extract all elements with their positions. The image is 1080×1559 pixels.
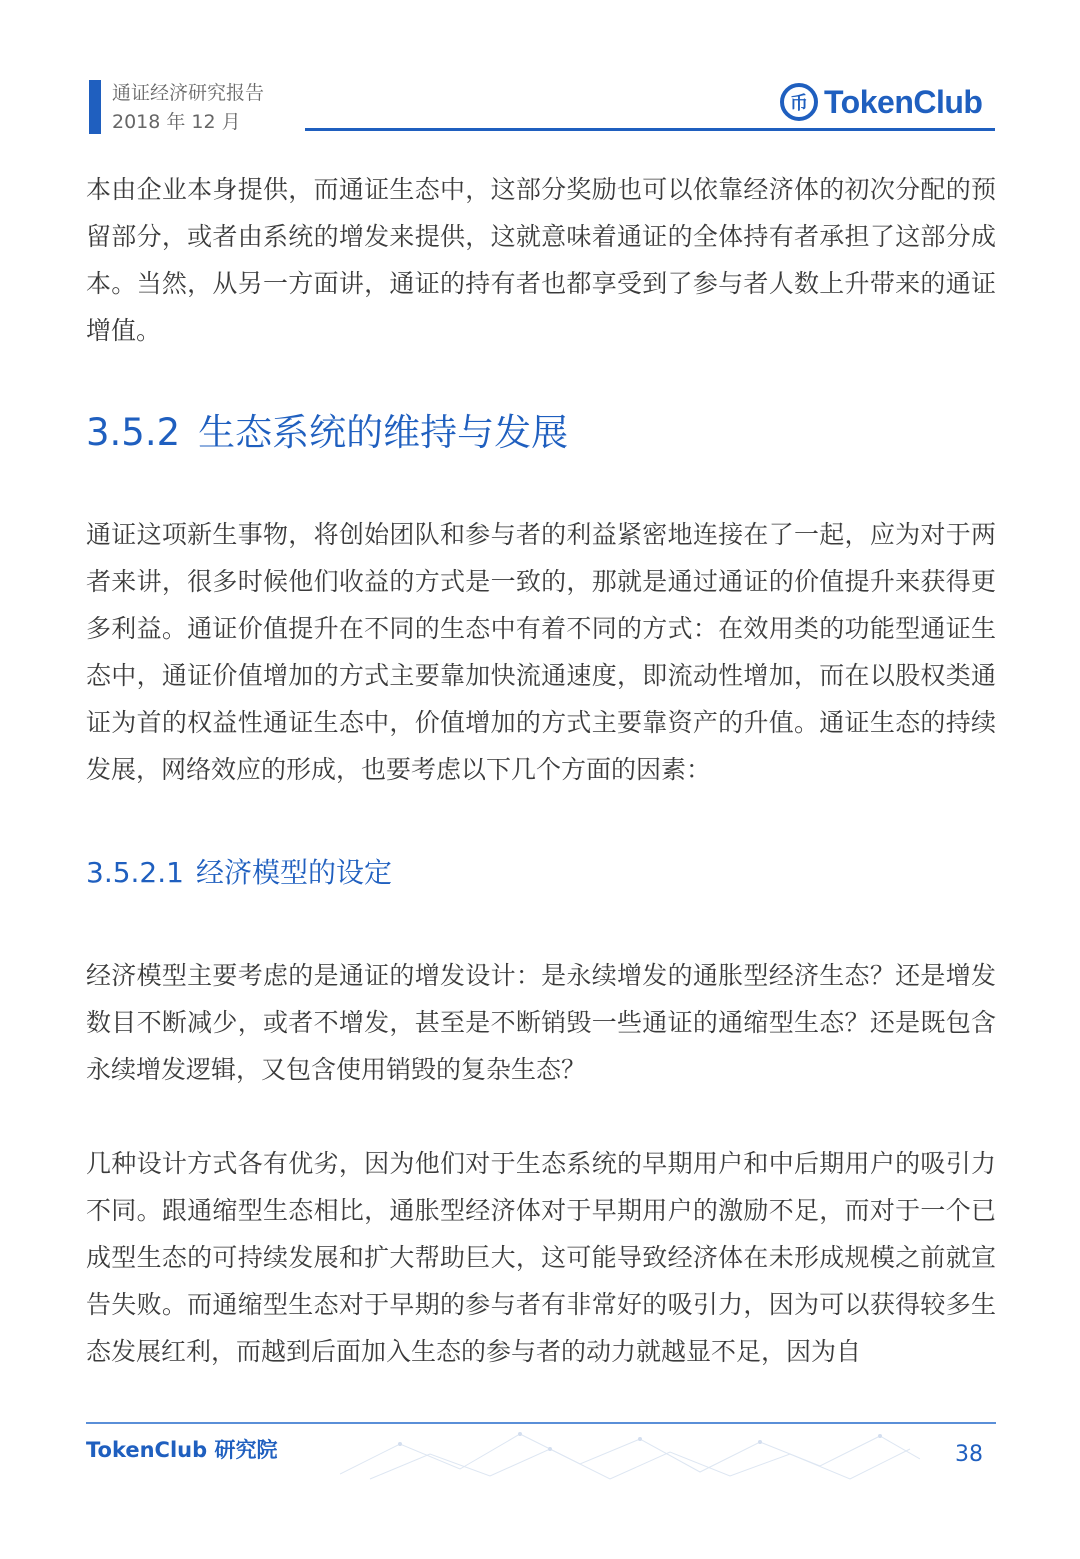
subsection-heading [86,853,392,893]
paragraph-4: 几种设计方式各有优劣，因为他们对于生态系统的早期用户和中后期用户的吸引力不同。跟通缩型生态相比，通胀型经济体对于早期用户的激励不足，而对于一个已成型生态的可持续发展和扩大帮助巨大，这可能导致经济体在未形成规模之前就宣告失败。而通缩型生态对于早期的参与者有非常好的吸引力，因为可以获得较多生态发展红利，而越到后面加入生态的参与者的动力就越显不足，因为自 [86,1149,996,1366]
header-accent-bar [89,80,101,134]
header-divider [305,128,995,131]
subsection-title: 经济模型的设定 [195,856,392,889]
paragraph-2: 通证这项新生事物，将创始团队和参与者的利益紧密地连接在了一起，应为对于两者来讲，很多时候他们收益的方式是一致的，那就是通过通证的价值提升来获得更多利益。通证价值提升在不同的生态中有着不同的方式：在效用类的功能型通证生态中，通证价值增加的方式主要靠加快流通速度，即流动性增加，而在以股权类通证为首的权益性通证生态中，价值增加的方式主要靠资产的升值。通证生态的持续发展，网络效应的形成，也要考虑以下几个方面的因素： [86,520,996,784]
section-number: 3.5.2 [86,411,181,454]
page-number: 38 [955,1442,983,1467]
section-title: 生态系统的维持与发展 [198,411,569,454]
report-title: 通证经济研究报告 [112,82,265,104]
footer-brand: TokenClub 研究院 [86,1438,278,1462]
tokenclub-logo [780,80,982,124]
logo-text: TokenClub [824,83,983,120]
paragraph-3: 经济模型主要考虑的是通证的增发设计：是永续增发的通胀型经济生态？还是增发数目不断减少，或者不增发，甚至是不断销毁一些通证的通缩型生态？还是既包含永续增发逻辑，又包含使用销毁的复杂生态？ [86,961,996,1084]
section-heading [86,408,568,458]
paragraph-1: 本由企业本身提供，而通证生态中，这部分奖励也可以依靠经济体的初次分配的预留部分，或者由系统的增发来提供，这就意味着通证的全体持有者承担了这部分成本。当然，从另一方面讲，通证的持有者也都享受到了参与者人数上升带来的通证增值。 [86,175,996,345]
report-date: 2018 年 12 月 [112,111,241,133]
tokenclub-coin-icon: 币 [780,83,818,121]
network-decoration [340,1424,920,1484]
subsection-number: 3.5.2.1 [86,856,184,889]
